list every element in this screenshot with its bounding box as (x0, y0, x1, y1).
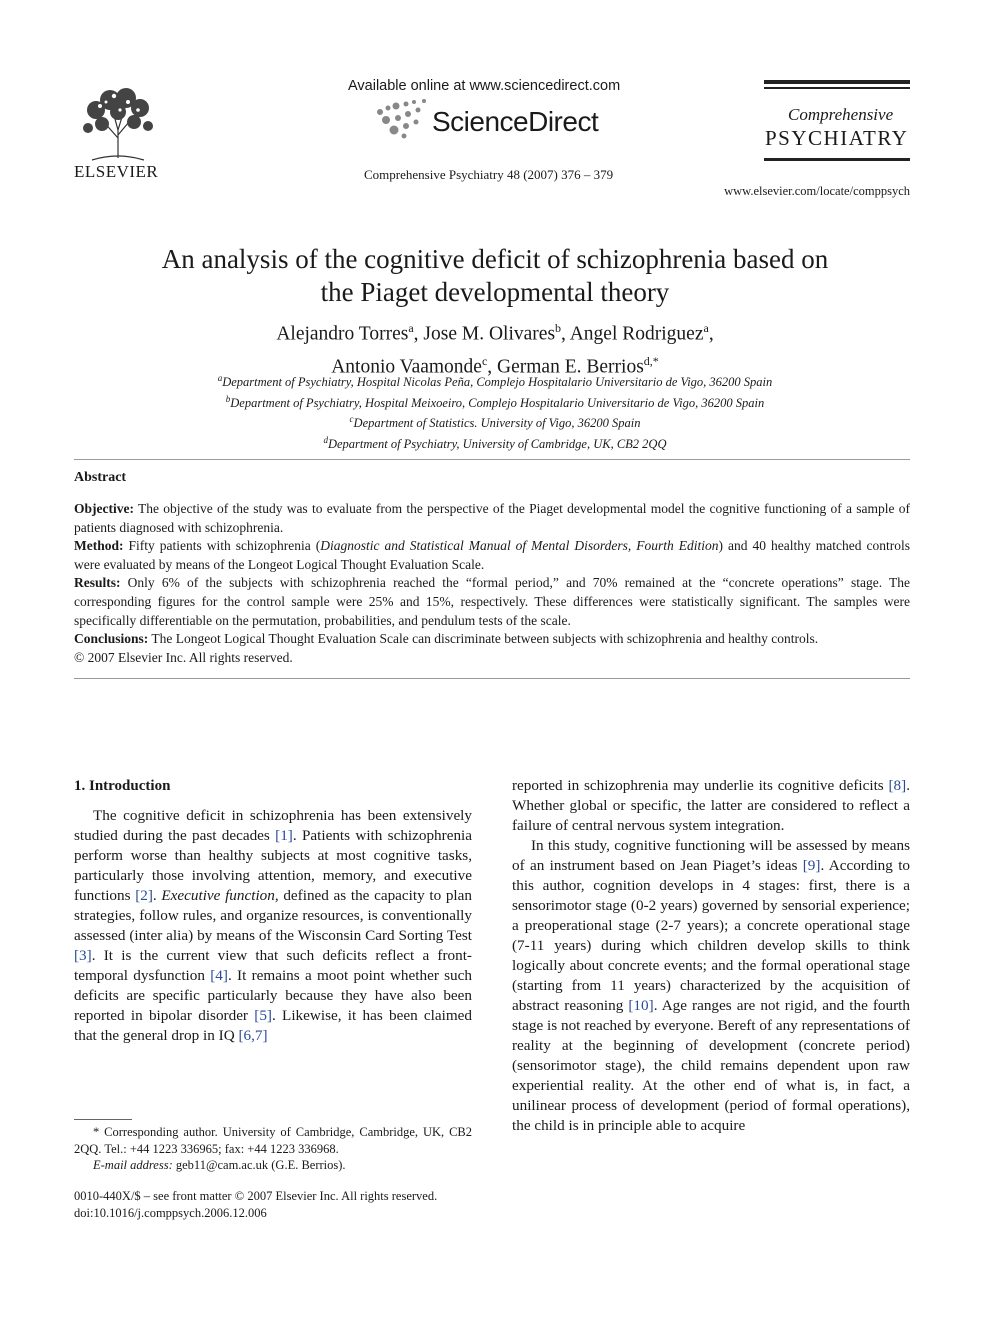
journal-logo-rule (764, 158, 910, 161)
abstract-objective: Objective: The objective of the study was to evaluate from the perspective of the Piaget developmental model the cognitive functioning of a sample of patients diagnosed with schizophrenia. (74, 501, 910, 535)
affiliation: $^b$Department of Psychiatry, Hospital Meixoeiro, Complejo Hospitalario Universitario de Vigo, 36200 Spain (225, 393, 765, 410)
author-list: Alejandro Torres$^a$, Jose M. Olivares$^b$, Angel Rodriguez$^a$, Antonio Vaamonde$^c$, German E. Berrios$^{d,*}$ (276, 321, 714, 377)
citation-link[interactable]: [9] (802, 857, 821, 874)
body-text: , defined as the capacity to plan strategies, follow rules, and organize resources, is conventionally assessed (inter alia) by means of the Wisconsin Card Sorting Test (74, 887, 472, 944)
affiliation: $^a$Department of Psychiatry, Hospital Nicolas Peña, Complejo Hospitalario Universitario de Vigo, 36200 Spain (217, 373, 773, 390)
journal-logo-rule (764, 80, 910, 84)
body-text: In this study, cognitive functioning will be assessed by means of an instrument based on Jean Piaget’s ideas (512, 837, 910, 874)
citation-link[interactable]: [5] (254, 1007, 272, 1024)
section-label: Results: (74, 575, 121, 591)
issn-line: 0010-440X/$ – see front matter © 2007 Elsevier Inc. All rights reserved. (74, 1189, 438, 1203)
abstract-method: Method: Fifty patients with schizophrenia (Diagnostic and Statistical Manual of Mental Disorders, Fourth Edition) and 40 healthy matched controls were evaluated by means of the Longeot Logical Thought Evaluation Scale. (74, 538, 910, 572)
author-affiliation-mark: b (555, 321, 562, 335)
body-text: . Age ranges are not rigid, and the fourth stage is not reached by everyone. Bereft of any representations of reality at the beginning of development (concrete period) (sensorimotor stage), the child remains dependent upon raw experiential reality. At the other end of what is, in fact, a unilinear process of development (period of formal operations), the child is in principle able to acquire (512, 997, 910, 1134)
corresponding-author-footnote: * Corresponding author. University of Cambridge, Cambridge, UK, CB2 2QQ. Tel.: +44 1223 336965; fax: +44 1223 336968. E-mail address: geb11@cam.ac.uk (G.E. Berrios). (74, 1125, 472, 1172)
abstract-heading: Abstract (74, 470, 127, 485)
author-name: Antonio Vaamonde (331, 356, 482, 377)
body-text: . Patients with schizophrenia perform worse than healthy subjects at most cognitive tasks, particularly those involving attention, memory, and executive functions (74, 827, 473, 904)
affiliation-mark: d (323, 434, 328, 445)
body-paragraph (512, 776, 910, 836)
sciencedirect-wordmark: ScienceDirect (432, 106, 599, 137)
author-name: German E. Berrios (497, 356, 644, 377)
sciencedirect-dots-icon (374, 98, 434, 140)
body-text: . It remains a moot point whether such deficits are specific particularly because they have also been reported in bipolar disorder (74, 967, 472, 1024)
body-text: The cognitive deficit in schizophrenia has been extensively studied during the past decades (74, 807, 472, 844)
abstract-top-rule (74, 459, 910, 460)
citation-link[interactable]: [8] (888, 777, 907, 794)
citation-link[interactable]: [3] (74, 947, 92, 964)
abstract-conclusions: Conclusions: The Longeot Logical Thought Evaluation Scale can discriminate between subjects with schizophrenia and healthy controls. (74, 631, 819, 647)
section-label: Method: (74, 538, 124, 554)
publisher-name: ELSEVIER (74, 162, 159, 181)
affiliation-list (95, 370, 895, 453)
body-text: . According to this author, cognition develops in 4 stages: first, there is a sensorimotor stage (0-2 years) governed by sensorial experience; a preoperational stage (2-7 years); a concrete operational stage (7-11 years) during which children develop skills to think logically about concrete events; and the formal operational stage (starting from 11 years) characterized by the acquisition of abstract reasoning (512, 857, 911, 1014)
journal-citation: Comprehensive Psychiatry 48 (2007) 376 – 379 (364, 167, 614, 182)
journal-logo-rule (764, 87, 910, 89)
affiliation-mark: c (349, 414, 354, 425)
article-title (95, 243, 895, 309)
abstract-bottom-rule (74, 678, 910, 679)
affiliation-mark: a (217, 373, 223, 383)
body-text: reported in schizophrenia may underlie its cognitive deficits (512, 777, 889, 794)
body-column-right (512, 776, 910, 1136)
section-label: Conclusions: (74, 631, 149, 647)
author-affiliation-mark: c (481, 353, 488, 368)
body-text: . It is the current view that such deficits reflect a front-temporal dysfunction (74, 947, 472, 984)
section-heading: 1. Introduction (74, 778, 171, 794)
journal-url-link[interactable]: www.elsevier.com/locate/comppsych (724, 184, 910, 198)
body-paragraph (74, 806, 472, 1046)
author-affiliation-mark: d,* (643, 353, 659, 368)
article-title-line: the Piaget developmental theory (320, 277, 670, 307)
author-affiliation-mark: a (703, 321, 709, 335)
journal-logo-line-1: Comprehensive (788, 105, 894, 124)
front-matter (74, 1188, 472, 1221)
body-column-left (74, 776, 472, 1046)
author-name: Jose M. Olivares (423, 323, 556, 345)
abstract-results: Results: Only 6% of the subjects with schizophrenia reached the “formal period,” and 70% remained at the “concrete operations” stage. The corresponding figures for the control sample were 25% and 15%, respectively. These differences were statistically significant. The samples were specifically differentiable on the permutation, probabilities, and pendulum tests of the scale. (74, 575, 910, 628)
body-text: . Whether global or specific, the latter are considered to reflect a failure of central nervous system integration. (512, 777, 910, 834)
citation-link[interactable]: [10] (628, 997, 654, 1014)
article-title-line: An analysis of the cognitive deficit of schizophrenia based on (161, 244, 829, 274)
copyright-notice: © 2007 Elsevier Inc. All rights reserved. (74, 649, 293, 665)
available-online-text: Available online at www.sciencedirect.com (348, 78, 621, 94)
body-paragraph (512, 836, 910, 1136)
affiliation: $^d$Department of Psychiatry, University of Cambridge, UK, CB2 2QQ (323, 434, 667, 452)
author-name: Alejandro Torres (276, 323, 409, 345)
author-name: Angel Rodriguez (569, 323, 704, 345)
citation-link[interactable]: [4] (210, 967, 228, 984)
emphasis-text: Executive function (161, 887, 275, 904)
citation-link[interactable]: [6,7] (238, 1027, 268, 1044)
body-text: . Likewise, it has been claimed that the general drop in IQ (74, 1007, 472, 1044)
footnote-rule (74, 1119, 132, 1120)
author-affiliation-mark: a (408, 321, 414, 335)
doi-link[interactable]: doi:10.1016/j.comppsych.2006.12.006 (74, 1205, 267, 1220)
abstract-body (74, 500, 910, 667)
citation-link[interactable]: [1] (275, 827, 293, 844)
section-label: Objective: (74, 501, 134, 516)
affiliation: $^c$Department of Statistics. University of Vigo, 36200 Spain (349, 414, 641, 431)
citation-link[interactable]: [2] (135, 887, 153, 904)
email-label: E-mail address: (93, 1158, 173, 1172)
body-text: . (152, 887, 162, 904)
journal-logo-line-2: PSYCHIATRY (765, 126, 909, 150)
email-address[interactable]: geb11@cam.ac.uk (G.E. Berrios). (172, 1158, 346, 1172)
affiliation-mark: b (225, 393, 231, 404)
